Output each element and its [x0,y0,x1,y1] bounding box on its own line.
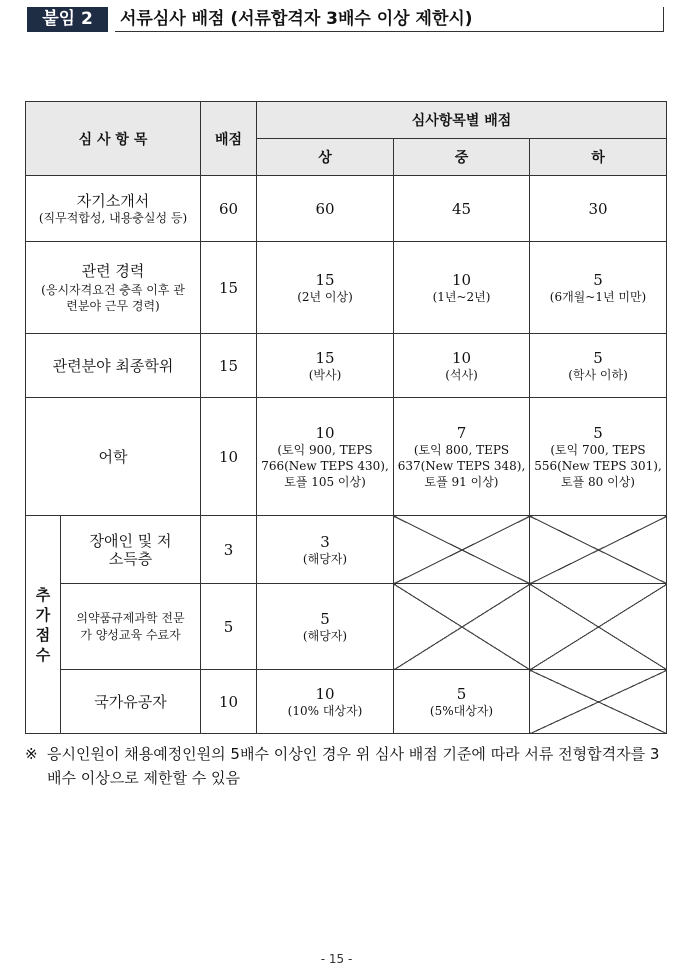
row-low [530,242,667,334]
row-item-title: 관련 경력 [81,261,145,280]
header-level-high: 상 [257,139,394,176]
row-high [257,398,394,516]
not-applicable-cell [530,584,667,670]
row-mid-desc: (석사) [445,367,478,382]
extra-high-desc: (10% 대상자) [287,703,363,718]
header-item: 심 사 항 목 [26,102,201,176]
attachment-badge: 붙임 2 [27,7,108,32]
row-low-desc: (학사 이하) [568,367,628,382]
row-item [26,242,201,334]
table-row [26,176,667,242]
row-item [26,398,201,516]
extra-label-char: 수 [35,645,51,664]
row-item-title: 관련분야 최종학위 [52,356,174,375]
row-mid: 45 [394,176,530,242]
row-high-desc: (토익 900, TEPS 766(New TEPS 430), 토플 105 이상) [261,442,389,489]
extra-score: 10 [201,670,257,734]
row-item [26,176,201,242]
extra-high [257,584,394,670]
extra-high [257,670,394,734]
extra-label-char: 가 [35,605,51,624]
row-item-desc: (직무적합성, 내용충실성 등) [38,210,188,225]
extra-high-desc: (해당자) [302,551,348,566]
row-low-value: 5 [593,270,603,289]
row-mid [394,398,530,516]
row-high-desc: (2년 이상) [297,289,353,304]
row-low: 30 [530,176,667,242]
row-score: 15 [201,242,257,334]
row-mid [394,334,530,398]
row-low-value: 5 [593,348,603,367]
extra-label-char: 점 [35,625,51,644]
extra-high-value: 10 [315,684,335,703]
row-mid [394,242,530,334]
row-mid-desc: (토익 800, TEPS 637(New TEPS 348), 토플 91 이상) [397,442,526,489]
page-number: - 15 - [320,952,353,966]
row-item-title: 자기소개서 [76,191,150,210]
extra-points-label [26,516,61,734]
extra-score: 3 [201,516,257,584]
extra-label-char: 추 [35,585,51,604]
header-level-low: 하 [530,139,667,176]
row-item-title: 어학 [98,447,128,466]
table-row [26,516,667,584]
row-high-value: 15 [315,348,335,367]
row-low-desc: (토익 700, TEPS 556(New TEPS 301), 토플 80 이상) [534,442,662,489]
row-high: 60 [257,176,394,242]
extra-high-desc: (해당자) [302,628,348,643]
scoring-table [25,101,667,734]
extra-high-value: 5 [320,609,330,628]
header-score: 배점 [201,102,257,176]
row-high-value: 10 [315,423,335,442]
extra-item: 장애인 및 저소득층 [61,516,201,584]
row-high-value: 15 [315,270,335,289]
title-right-tick [663,7,664,32]
not-applicable-cell [394,584,530,670]
extra-item: 의약품규제과학 전문가 양성교육 수료자 [61,584,201,670]
extra-score: 5 [201,584,257,670]
row-low-value: 5 [593,423,603,442]
not-applicable-cell [394,516,530,584]
row-low-desc: (6개월~1년 미만) [549,289,647,304]
not-applicable-cell [530,670,667,734]
table-row [26,242,667,334]
row-score: 10 [201,398,257,516]
header-group: 심사항목별 배점 [257,102,667,139]
extra-high [257,516,394,584]
table-row [26,398,667,516]
row-item-desc: (응시자격요건 충족 이후 관련분야 근무 경력) [41,282,185,313]
table-row [26,584,667,670]
row-item [26,334,201,398]
row-mid-desc: (1년~2년) [432,289,491,304]
row-score: 15 [201,334,257,398]
table-row [26,334,667,398]
row-mid-value: 10 [451,270,472,289]
not-applicable-cell [530,516,667,584]
row-low [530,334,667,398]
header-level-mid: 중 [394,139,530,176]
row-score: 60 [201,176,257,242]
title-bar [27,7,664,32]
footnote-text: 응시인원이 채용예정인원의 5배수 이상인 경우 위 심사 배점 기준에 따라 서류 전형합격자를 3배수 이상으로 제한할 수 있음 [47,745,660,787]
extra-mid [394,670,530,734]
title-underline [115,31,664,32]
extra-mid-value: 5 [456,684,467,703]
row-high [257,334,394,398]
page-title: 서류심사 배점 (서류합격자 3배수 이상 제한시) [120,9,473,29]
row-high [257,242,394,334]
row-mid-value: 10 [451,348,472,367]
extra-high-value: 3 [320,532,330,551]
footnote [25,742,670,790]
row-low [530,398,667,516]
table-row [26,670,667,734]
row-mid-value: 7 [456,423,467,442]
row-high-desc: (박사) [308,367,342,382]
extra-item: 국가유공자 [61,670,201,734]
reference-mark: ※ [25,745,38,763]
extra-mid-desc: (5%대상자) [429,703,494,718]
